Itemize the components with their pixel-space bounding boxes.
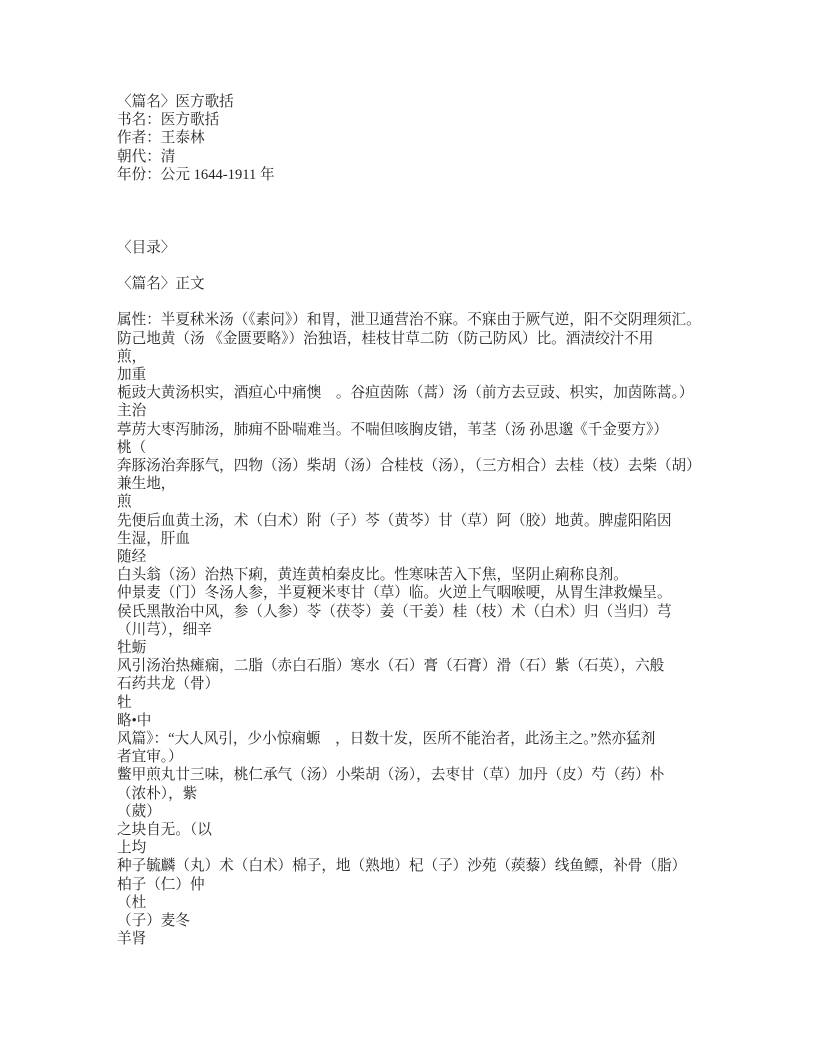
text-line: 年份：公元 1644-1911 年 bbox=[117, 166, 275, 183]
text-line: （葳） bbox=[117, 803, 161, 820]
text-line: 牡 bbox=[117, 694, 132, 711]
text-line: 石药共龙（骨） bbox=[117, 676, 220, 693]
text-line: 作者：王泰林 bbox=[117, 130, 205, 147]
text-line bbox=[117, 184, 745, 202]
text-line: 随经 bbox=[117, 549, 147, 565]
text-line: 桃（ bbox=[117, 439, 147, 456]
text-line: 〈篇名〉医方歌括 bbox=[117, 94, 234, 110]
text-line: 柏子（仁）仲 bbox=[117, 876, 205, 893]
text-line: 〈篇名〉正文 bbox=[117, 275, 205, 292]
text-line: 书名：医方歌括 bbox=[117, 112, 220, 129]
text-line: 白头翁（汤）治热下痢，黄连黄柏秦皮比。性寒味苦入下焦，坚阴止痢称良剂。 bbox=[117, 567, 628, 584]
text-line bbox=[117, 257, 745, 275]
text-line: 主治 bbox=[117, 403, 147, 420]
text-line: 上均 bbox=[117, 840, 147, 857]
text-line: 〈目录〉 bbox=[117, 239, 176, 256]
text-line: 加重 bbox=[117, 366, 147, 383]
text-line: （杜 bbox=[117, 894, 147, 911]
text-line: 风引汤治热瘫痫，二脂（赤白石脂）寒水（石）膏（石膏）滑（石）紫（石英），六般 bbox=[117, 658, 665, 675]
text-line: 牡蛎 bbox=[117, 640, 147, 657]
text-line: 仲景麦（门）冬汤人参，半夏粳米枣甘（草）临。火逆上气咽喉哽，从胃生津救燥呈。 bbox=[117, 585, 672, 602]
text-line: 之块自无。（以 bbox=[117, 822, 212, 839]
text-line: 侯氏黑散治中风，参（人参）苓（茯苓）姜（干姜）桂（枝）术（白术）归（当归）芎 bbox=[117, 603, 672, 620]
text-line: 防己地黄（汤 《金匮要略》）治独语，桂枝甘草二防（防己防风）比。酒渍绞汁不用 bbox=[117, 330, 654, 347]
document-text bbox=[117, 93, 745, 948]
text-line: 种子毓麟（丸）术（白术）棉子，地（熟地）杞（子）沙苑（蒺藜）线鱼鳔，补骨（脂） bbox=[117, 858, 687, 875]
text-line: 羊肾 bbox=[117, 931, 147, 948]
text-line: 煎， bbox=[117, 348, 147, 365]
text-line: 朝代：清 bbox=[117, 148, 176, 165]
text-line bbox=[117, 293, 745, 311]
text-line: 鳖甲煎丸廿三味，桃仁承气（汤）小柴胡（汤），去枣甘（草）加丹（皮）芍（药）朴 bbox=[117, 767, 665, 784]
text-line: （浓朴），紫 bbox=[117, 785, 198, 802]
text-line bbox=[117, 220, 745, 238]
text-line: 略•中 bbox=[117, 712, 152, 729]
text-line: 奔豚汤治奔豚气，四物（汤）柴胡（汤）合桂枝（汤），（三方相合）去桂（枝）去柴（胡） bbox=[117, 457, 701, 474]
text-line bbox=[117, 202, 745, 220]
text-line: （子）麦冬 bbox=[117, 913, 190, 930]
text-line: 者宜审。） bbox=[117, 749, 183, 766]
text-line: 生湿，肝血 bbox=[117, 530, 190, 547]
text-line: 栀豉大黄汤枳实，酒疸心中痛懊 。谷疸茵陈（蒿）汤（前方去豆豉、枳实，加茵陈蒿。） bbox=[117, 385, 694, 402]
text-line: 兼生地， bbox=[117, 476, 176, 493]
text-line: 葶苈大枣泻肺汤，肺痈不卧喘难当。不喘但咳胸皮错，苇茎（汤 孙思邈《千金要方》） bbox=[117, 421, 668, 438]
text-line: 风篇》：“大人风引，少小惊痫螈 ，日数十发，医所不能治者，此汤主之。”然亦猛剂 bbox=[117, 731, 656, 748]
text-line: 属性：半夏秫米汤（《素问》）和胃，泄卫通营治不寐。不寐由于厥气逆，阳不交阴理须汇。 bbox=[117, 312, 701, 329]
text-line: （川芎），细辛 bbox=[117, 621, 212, 638]
text-line: 煎 bbox=[117, 494, 132, 511]
text-line: 先便后血黄土汤，术（白术）附（子）芩（黄芩）甘（草）阿（胶）地黄。脾虚阳陷因 bbox=[117, 512, 672, 529]
